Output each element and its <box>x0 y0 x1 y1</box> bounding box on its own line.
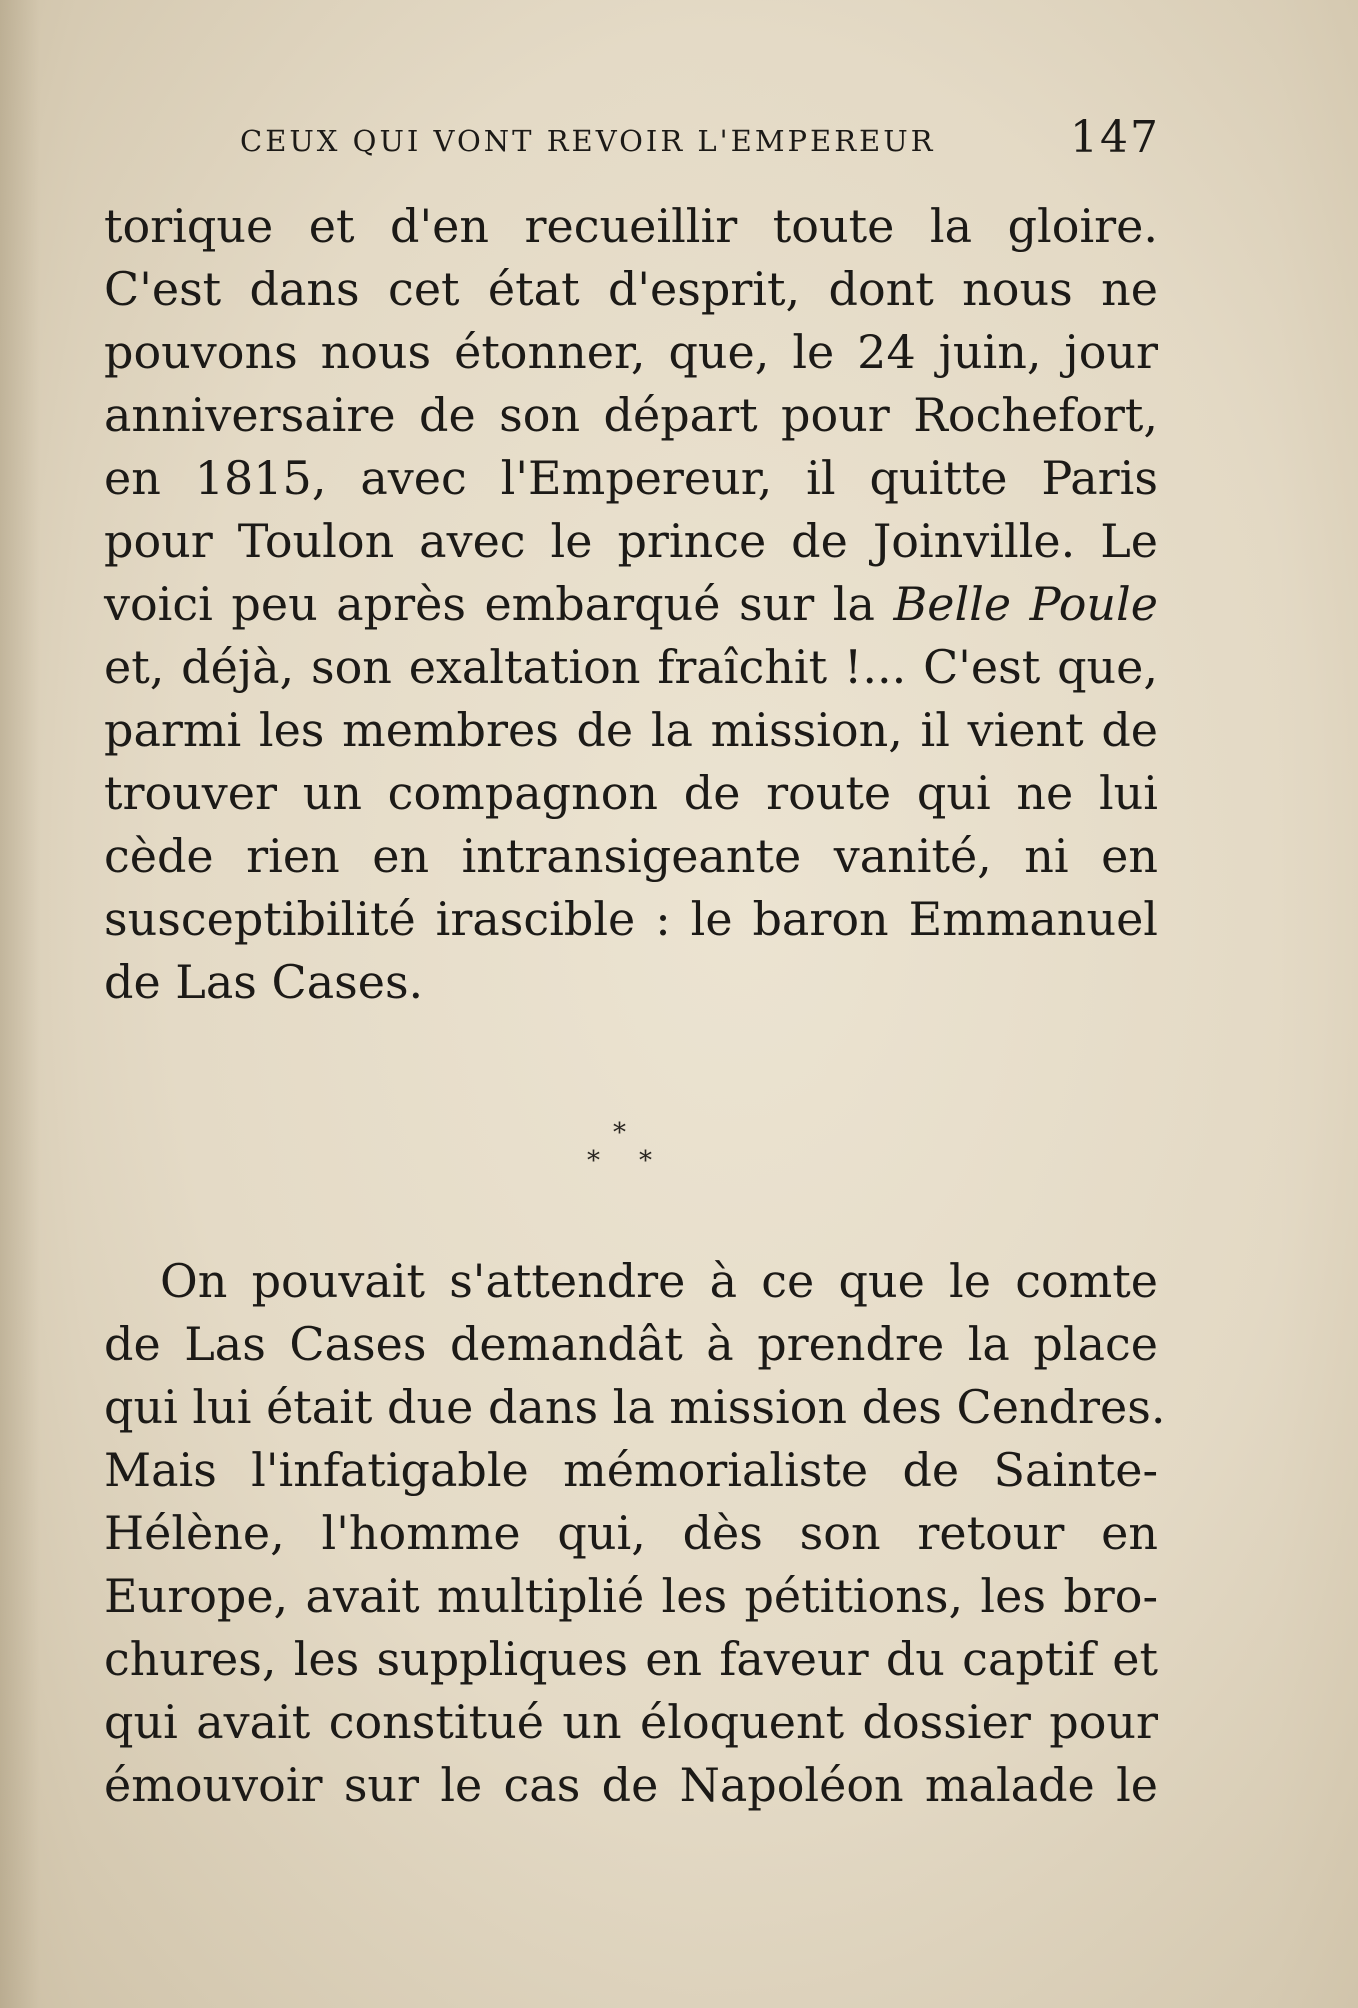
text-line: On pouvait s'attendre à ce que le comte <box>160 1254 1158 1308</box>
text-line: susceptibilité irascible : le baron Emmanuel <box>104 892 1158 946</box>
asterisk-ornament-icon: * <box>587 1146 600 1176</box>
running-head <box>240 112 1160 172</box>
text-line: Europe, avait multiplié les pétitions, les bro- <box>104 1569 1158 1623</box>
text-line: Hélène, l'homme qui, dès son retour en <box>104 1506 1158 1560</box>
asterisk-ornament-icon: * <box>639 1146 652 1176</box>
text-line: en 1815, avec l'Empereur, il quitte Paris <box>104 451 1158 505</box>
page-number: 147 <box>1070 112 1160 163</box>
text-line: cède rien en intransigeante vanité, ni en <box>104 829 1158 883</box>
paragraph-1 <box>104 195 1158 1014</box>
ship-name-italic: Belle Poule <box>893 577 1158 631</box>
asterisk-ornament-icon: * <box>613 1118 626 1148</box>
text-line: et, déjà, son exaltation fraîchit !... C'est que, <box>104 640 1158 694</box>
text-line: qui lui était due dans la mission des Cendres. <box>104 1380 1166 1434</box>
text-segment: voici peu après embarqué sur la <box>104 577 894 631</box>
text-line: qui avait constitué un éloquent dossier pour <box>104 1695 1158 1749</box>
text-line: de Las Cases. <box>104 955 424 1009</box>
section-break-asterism <box>575 1118 665 1178</box>
text-line: chures, les suppliques en faveur du captif et <box>104 1632 1158 1686</box>
text-line: torique et d'en recueillir toute la gloire. <box>104 199 1158 253</box>
text-line: trouver un compagnon de route qui ne lui <box>104 766 1158 820</box>
text-line: anniversaire de son départ pour Rochefort, <box>104 388 1158 442</box>
running-title: CEUX QUI VONT REVOIR L'EMPEREUR <box>240 124 936 158</box>
text-line: pour Toulon avec le prince de Joinville. Le <box>104 514 1158 568</box>
text-line-with-ship-name <box>104 573 1158 636</box>
text-line: Mais l'infatigable mémorialiste de Sainte- <box>104 1443 1158 1497</box>
text-line: de Las Cases demandât à prendre la place <box>104 1317 1158 1371</box>
paragraph-2 <box>104 1250 1166 1817</box>
text-line: C'est dans cet état d'esprit, dont nous ne <box>104 262 1158 316</box>
text-line: pouvons nous étonner, que, le 24 juin, jour <box>104 325 1158 379</box>
text-line: parmi les membres de la mission, il vient de <box>104 703 1158 757</box>
text-line: émouvoir sur le cas de Napoléon malade le <box>104 1758 1158 1812</box>
